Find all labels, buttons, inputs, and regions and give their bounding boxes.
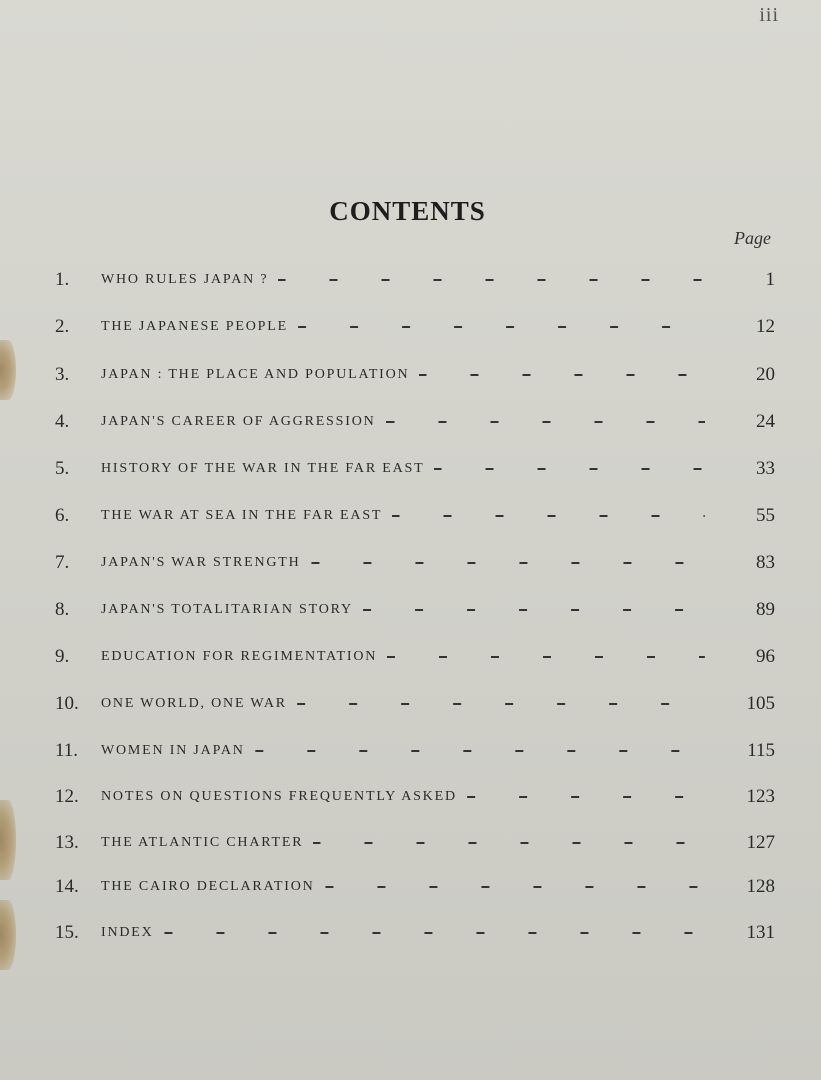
dash-leader [297, 703, 705, 705]
toc-entry-page-number: 55 [756, 505, 775, 526]
toc-entry-page-number: 89 [756, 599, 775, 620]
toc-entry-title: NOTES ON QUESTIONS FREQUENTLY ASKED [101, 789, 457, 804]
dash-leader [255, 750, 705, 752]
toc-entry-title: INDEX [101, 925, 154, 940]
toc-entry-number: 14. [55, 876, 79, 897]
toc-entry-number: 13. [55, 832, 79, 853]
toc-entry [55, 265, 775, 295]
toc-entry-page-number: 12 [756, 316, 775, 337]
toc-entry-title: THE WAR AT SEA IN THE FAR EAST [101, 508, 383, 523]
dash-leader [298, 326, 705, 328]
toc-entry-page-number: 96 [756, 646, 775, 667]
toc-entry-number: 12. [55, 786, 79, 807]
toc-entry-page-number: 105 [746, 693, 775, 714]
dash-leader [387, 656, 705, 658]
toc-entry-number: 6. [55, 505, 70, 526]
toc-entry-title: JAPAN'S CAREER OF AGGRESSION [101, 414, 376, 429]
toc-entry [55, 918, 775, 948]
toc-entry-title: JAPAN : THE PLACE AND POPULATION [101, 367, 410, 382]
toc-entry [55, 454, 775, 484]
toc-entry-number: 1. [55, 269, 70, 290]
dash-leader [278, 279, 705, 281]
toc-entry-number: 7. [55, 552, 70, 573]
dash-leader [313, 842, 705, 844]
toc-entry-page-number: 20 [756, 364, 775, 385]
toc-entry [55, 872, 775, 902]
toc-entry-title: HISTORY OF THE WAR IN THE FAR EAST [101, 461, 425, 476]
toc-entry-title: JAPAN'S WAR STRENGTH [101, 555, 301, 570]
toc-entry-number: 8. [55, 599, 70, 620]
toc-entry-number: 2. [55, 316, 70, 337]
toc-entry [55, 407, 775, 437]
dash-leader [311, 562, 705, 564]
page-folio: iii [759, 4, 779, 26]
toc-entry-page-number: 33 [756, 458, 775, 479]
page-column-heading: Page [734, 228, 771, 248]
toc-entry-number: 4. [55, 411, 70, 432]
toc-entry [55, 595, 775, 625]
dash-leader [434, 468, 705, 470]
toc-entry [55, 782, 775, 812]
toc-entry-number: 9. [55, 646, 70, 667]
contents-title: CONTENTS [329, 196, 486, 226]
toc-entry-page-number: 123 [746, 786, 775, 807]
toc-entry-title: ONE WORLD, ONE WAR [101, 696, 287, 711]
toc-entry-number: 15. [55, 922, 79, 943]
toc-entry-page-number: 24 [756, 411, 775, 432]
toc-entry [55, 736, 775, 766]
toc-entry-title: THE ATLANTIC CHARTER [101, 835, 304, 850]
toc-entry [55, 501, 775, 531]
toc-entry-title: JAPAN'S TOTALITARIAN STORY [101, 602, 353, 617]
toc-entry [55, 312, 775, 342]
toc-entry-page-number: 131 [746, 922, 775, 943]
dash-leader [392, 515, 705, 517]
toc-entry-number: 11. [55, 740, 79, 761]
toc-entry [55, 689, 775, 719]
toc-entry-title: EDUCATION FOR REGIMENTATION [101, 649, 378, 664]
toc-entry-title: WHO RULES JAPAN ? [101, 272, 269, 287]
toc-entry-title: THE JAPANESE PEOPLE [101, 319, 288, 334]
dash-leader [386, 421, 705, 423]
toc-entry-title: WOMEN IN JAPAN [101, 743, 245, 758]
toc-entry [55, 642, 775, 672]
toc-entry-page-number: 128 [746, 876, 775, 897]
toc-entry-number: 10. [55, 693, 79, 714]
dash-leader [363, 609, 705, 611]
toc-entry-page-number: 1 [765, 269, 775, 290]
toc-entry-number: 5. [55, 458, 70, 479]
toc-entry [55, 828, 775, 858]
dash-leader [164, 932, 705, 934]
toc-entry-title: THE CAIRO DECLARATION [101, 879, 315, 894]
toc-entry-number: 3. [55, 364, 70, 385]
toc-entry-page-number: 83 [756, 552, 775, 573]
toc-entry-page-number: 127 [746, 832, 775, 853]
toc-entry-page-number: 115 [747, 740, 775, 761]
dash-leader [325, 886, 705, 888]
toc-entry [55, 360, 775, 390]
dash-leader [419, 374, 705, 376]
dash-leader [467, 796, 705, 798]
toc-entry [55, 548, 775, 578]
